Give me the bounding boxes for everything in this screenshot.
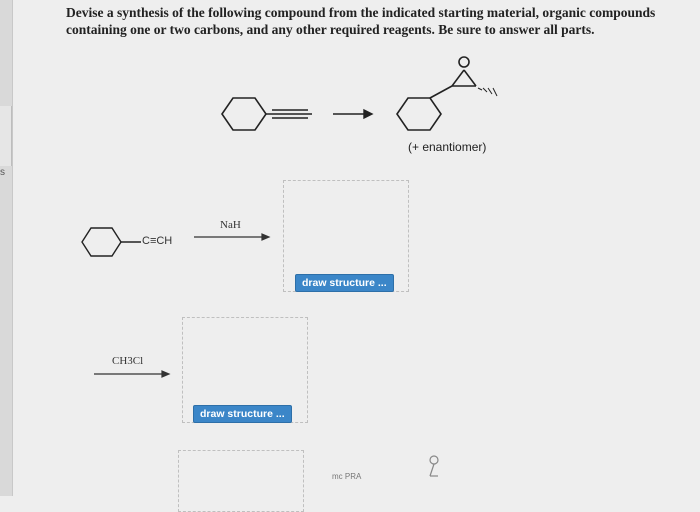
alkyne-bond-icon: [266, 110, 312, 118]
cyclohexane-start-icon: [82, 228, 141, 256]
sidebar-label: s: [0, 167, 5, 178]
alkyne-group-label: C≡CH: [142, 235, 173, 247]
cyclohexane-icon: [222, 98, 266, 130]
question-prompt: Devise a synthesis of the following compound from the indicated starting material, organic compounds containing one or two carbons, and any other required reagents. Be sure to answer all parts.: [66, 5, 656, 37]
reagent-ch3cl: CH3Cl: [112, 355, 144, 367]
faint-structure-icon: [430, 456, 438, 476]
draw-structure-button-1[interactable]: draw structure ...: [295, 274, 394, 292]
epoxide-icon: [397, 57, 497, 130]
reaction-arrow-1: [194, 234, 269, 240]
enantiomer-note: (+ enantiomer): [408, 140, 487, 154]
answer-box-3[interactable]: [178, 450, 304, 512]
reaction-arrow-2: [94, 371, 169, 377]
draw-structure-button-2[interactable]: draw structure ...: [193, 405, 292, 423]
arrow-icon: [333, 110, 372, 118]
reagent-nah: NaH: [220, 219, 241, 231]
footer-faint-text: mc PRA: [332, 472, 362, 481]
